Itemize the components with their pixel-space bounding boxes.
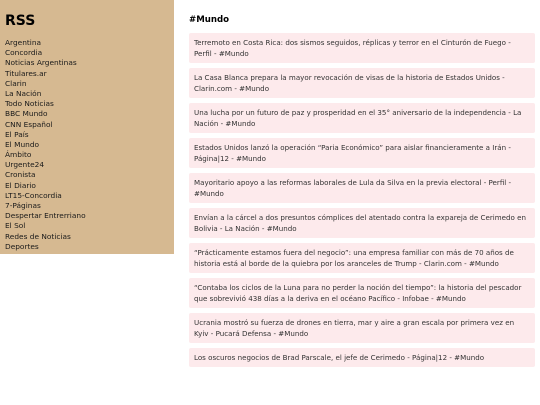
sidebar-item-el-mundo[interactable]: El Mundo (5, 139, 40, 149)
article-item[interactable]: “Contaba los ciclos de la Luna para no perder la noción del tiempo”: la historia del pescador que sobrevivió 438 días a la deriva en el océano Pacífico - Infobae - #Mundo (189, 278, 535, 308)
article-item[interactable]: Los oscuros negocios de Brad Parscale, el jefe de Cerimedo - Página|12 - #Mundo (189, 348, 535, 367)
article-item[interactable]: La Casa Blanca prepara la mayor revocación de visas de la historia de Estados Unidos - Clarin.com - #Mundo (189, 68, 535, 98)
sidebar (0, 0, 174, 254)
sidebar-item-la-nacion[interactable]: La Nación (5, 88, 42, 98)
sidebar-item-argentina[interactable]: Argentina (5, 38, 42, 47)
sidebar-item-deportes[interactable]: Deportes (5, 241, 39, 251)
article-item[interactable]: Ucrania mostró su fuerza de drones en tierra, mar y aire a gran escala por primera vez en Kyiv - Pucará Defensa - #Mundo (189, 313, 535, 343)
article-item[interactable]: Estados Unidos lanzó la operación “Paria Económico” para aislar financieramente a Irán - Página|12 - #Mundo (189, 138, 535, 168)
sidebar-item-el-diario[interactable]: El Diario (5, 180, 36, 190)
sidebar-item-titulares-ar[interactable]: Titulares.ar (5, 68, 47, 78)
article-item[interactable]: Envían a la cárcel a dos presuntos cómplices del atentado contra la expareja de Cerimedo en Bolivia - La Nación - #Mundo (189, 208, 535, 238)
sidebar-feed-list (5, 38, 86, 252)
article-list (189, 33, 535, 372)
sidebar-item-clarin[interactable]: Clarin (5, 78, 27, 88)
sidebar-item-urgente24[interactable]: Urgente24 (5, 160, 45, 170)
sidebar-item-cnn-espanol[interactable]: CNN Español (5, 119, 53, 129)
sidebar-item-todo-noticias[interactable]: Todo Noticias (5, 99, 54, 109)
article-item[interactable]: Una lucha por un futuro de paz y prosperidad en el 35° aniversario de la independencia - La Nación - #Mundo (189, 103, 535, 133)
article-item[interactable]: Mayoritario apoyo a las reformas laborales de Lula da Silva en la previa electoral - Perfil - #Mundo (189, 173, 535, 203)
sidebar-item-7-paginas[interactable]: 7-Páginas (5, 201, 41, 210)
sidebar-item-concordia[interactable]: Concordia (5, 48, 43, 58)
sidebar-item-el-sol[interactable]: El Sol (5, 221, 26, 231)
sidebar-item-redes-de-noticias[interactable]: Redes de Noticias (5, 231, 71, 241)
sidebar-item-lt15-concordia[interactable]: LT15-Concordia (5, 190, 62, 200)
sidebar-item-el-pais[interactable]: El País (5, 129, 29, 139)
sidebar-item-noticias-argentinas[interactable]: Noticias Argentinas (5, 58, 77, 68)
sidebar-item-despertar-entrerriano[interactable]: Despertar Entrerriano (5, 211, 86, 221)
article-item[interactable]: Terremoto en Costa Rica: dos sismos seguidos, réplicas y terror en el Cinturón de Fuego - Perfil - #Mundo (189, 33, 535, 63)
sidebar-title: RSS (5, 13, 36, 29)
section-title: #Mundo (189, 15, 230, 25)
sidebar-item-cronista[interactable]: Cronista (5, 170, 36, 180)
article-item[interactable]: “Prácticamente estamos fuera del negocio”: una empresa familiar con más de 70 años de historia está al borde de la quiebra por los aranceles de Trump - Clarin.com - #Mundo (189, 243, 535, 273)
sidebar-item-bbc-mundo[interactable]: BBC Mundo (5, 109, 48, 119)
sidebar-item-ambito[interactable]: Ámbito (5, 150, 32, 160)
